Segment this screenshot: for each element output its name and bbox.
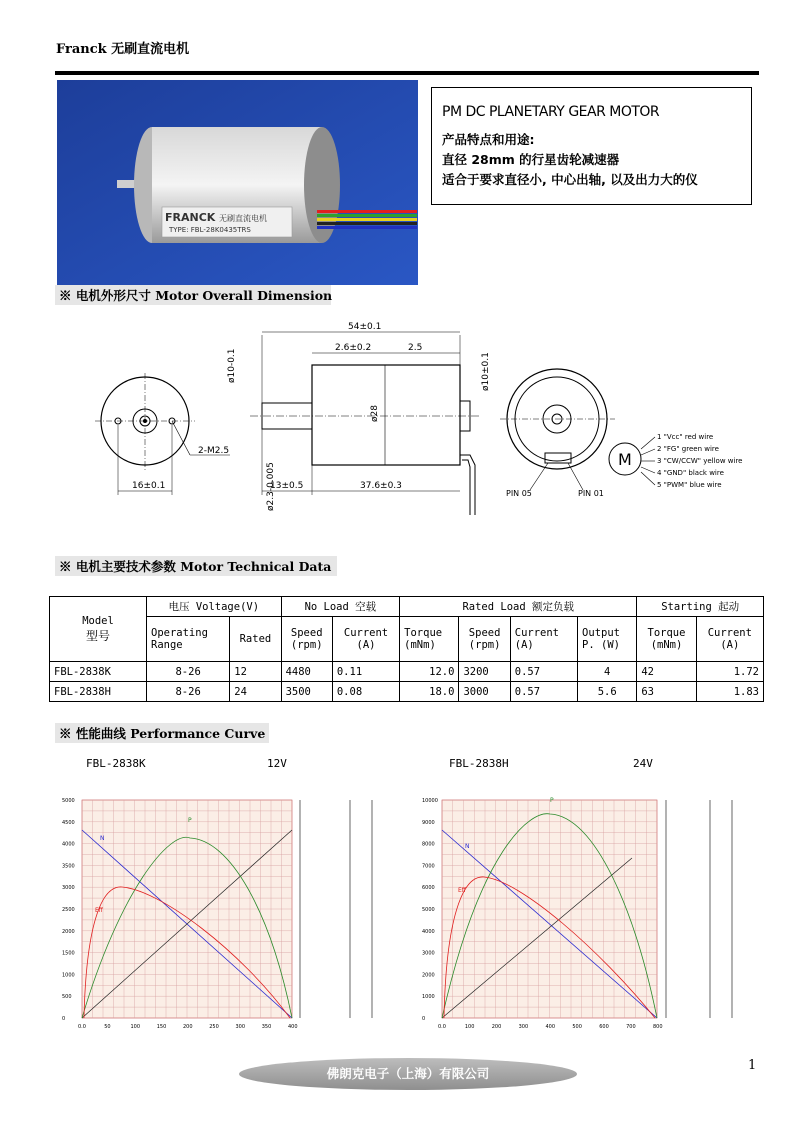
x-tick-label: 150 xyxy=(156,1024,167,1030)
section-technical: ※ 电机主要技术参数 Motor Technical Data xyxy=(55,556,337,576)
dim-23: ø2.3-0.005 xyxy=(266,462,276,511)
cell-ratedv: 12 xyxy=(230,662,281,682)
curve-2-model: FBL-2838H xyxy=(449,757,509,770)
cell-st-torque: 42 xyxy=(637,662,696,682)
dim-25: 2.5 xyxy=(408,343,423,353)
th-noload: No Load 空载 xyxy=(281,597,400,617)
y-tick-label: 0 xyxy=(62,1016,66,1022)
cell-rl-output: 4 xyxy=(578,662,637,682)
th-starting: Starting 起动 xyxy=(637,597,764,617)
cell-nl-current: 0.08 xyxy=(332,682,399,702)
cell-rl-current: 0.57 xyxy=(510,662,577,682)
table-row xyxy=(50,682,764,702)
curve-2-voltage: 24V xyxy=(633,757,653,770)
x-tick-label: 800 xyxy=(653,1024,663,1030)
th-st-torque: Torque (mNm) xyxy=(637,617,696,662)
photo-label-type: TYPE: FBL-28K0435TRS xyxy=(169,226,251,234)
cell-ratedv: 24 xyxy=(230,682,281,702)
th-voltage: 电压 Voltage(V) xyxy=(147,597,282,617)
dim-m25: 2-M2.5 xyxy=(198,446,230,456)
dim-13: 13±0.5 xyxy=(270,481,304,491)
th-rl-current: Current (A) xyxy=(510,617,577,662)
curve-1-n-label: N xyxy=(100,835,105,842)
table-row xyxy=(50,662,764,682)
cell-st-current: 1.72 xyxy=(696,662,763,682)
y-tick-label: 4000 xyxy=(62,841,75,848)
y-tick-label: 1500 xyxy=(62,950,75,957)
curve-2-eff-label: Eff xyxy=(458,887,466,894)
th-rl-torque: Torque (mNm) xyxy=(400,617,459,662)
wire-2: 2 "FG" green wire xyxy=(657,445,719,453)
th-rl-speed: Speed (rpm) xyxy=(459,617,510,662)
cell-oprange: 8-26 xyxy=(147,662,230,682)
x-tick-label: 350 xyxy=(261,1024,272,1030)
cell-oprange: 8-26 xyxy=(147,682,230,702)
curve-1-eff-label: Eff xyxy=(95,907,103,914)
cell-rl-torque: 18.0 xyxy=(400,682,459,702)
th-rl-output: Output P. (W) xyxy=(578,617,637,662)
x-tick-label: 300 xyxy=(518,1024,529,1030)
x-tick-label: 0.0 xyxy=(438,1024,446,1030)
dim-376: 37.6±0.3 xyxy=(360,481,402,491)
x-tick-label: 200 xyxy=(491,1024,502,1030)
cell-nl-current: 0.11 xyxy=(332,662,399,682)
x-tick-label: 100 xyxy=(130,1024,141,1030)
technical-data-table xyxy=(49,596,764,702)
performance-chart-1 xyxy=(60,790,390,1035)
pin-05: PIN 05 xyxy=(506,489,532,498)
product-feature-1: 直径 28mm 的行星齿轮减速器 xyxy=(442,152,620,167)
pin-01: PIN 01 xyxy=(578,489,604,498)
cell-model: FBL-2838K xyxy=(50,662,147,682)
cell-rl-output: 5.6 xyxy=(578,682,637,702)
header-rule xyxy=(55,71,759,75)
wire-1: 1 "Vcc" red wire xyxy=(657,433,714,441)
x-tick-label: 500 xyxy=(572,1024,582,1030)
dim-10a: ø10-0.1 xyxy=(227,348,237,383)
page-number: 1 xyxy=(748,1058,757,1073)
product-feature-2: 适合于要求直径小, 中心出轴, 以及出力大的仪 xyxy=(442,172,698,187)
dim-10b: ø10±0.1 xyxy=(481,352,491,391)
product-info-box xyxy=(431,87,752,205)
brand-header: Franck 无刷直流电机 xyxy=(56,42,190,57)
x-tick-label: 0.0 xyxy=(78,1024,86,1030)
motor-symbol: M xyxy=(618,450,632,469)
dim-26: 2.6±0.2 xyxy=(335,343,372,353)
y-tick-label: 4000 xyxy=(422,928,435,935)
wire-3: 3 "CW/CCW" yellow wire xyxy=(657,457,743,465)
cell-st-torque: 63 xyxy=(637,682,696,702)
x-tick-label: 100 xyxy=(464,1024,475,1030)
th-st-current: Current (A) xyxy=(696,617,763,662)
x-tick-label: 50 xyxy=(104,1024,111,1030)
performance-chart-2 xyxy=(420,790,750,1035)
dim-54: 54±0.1 xyxy=(348,322,382,332)
y-tick-label: 10000 xyxy=(422,798,438,804)
y-tick-label: 2500 xyxy=(62,907,75,913)
photo-label-cn: 无刷直流电机 xyxy=(219,214,267,223)
x-tick-label: 600 xyxy=(599,1024,609,1030)
x-tick-label: 400 xyxy=(545,1024,556,1030)
product-feature-heading: 产品特点和用途: xyxy=(442,132,535,147)
wire-4: 4 "GND" black wire xyxy=(657,469,724,477)
y-tick-label: 4500 xyxy=(62,819,75,826)
y-tick-label: 3000 xyxy=(422,950,435,957)
photo-label-brand: FRANCK xyxy=(165,211,216,224)
y-tick-label: 7000 xyxy=(422,863,435,870)
th-oprange: Operating Range xyxy=(147,617,230,662)
y-tick-label: 5000 xyxy=(422,907,435,913)
y-tick-label: 2000 xyxy=(422,972,435,979)
y-tick-label: 5000 xyxy=(62,798,75,804)
x-tick-label: 700 xyxy=(626,1024,636,1030)
th-model: Model 型号 xyxy=(50,597,147,662)
footer-company: 佛朗克电子（上海）有限公司 xyxy=(239,1058,577,1090)
wire-5: 5 "PWM" blue wire xyxy=(657,481,722,489)
x-tick-label: 400 xyxy=(288,1024,298,1030)
th-nl-current: Current (A) xyxy=(332,617,399,662)
curve-2-p-label: P xyxy=(550,797,554,804)
y-tick-label: 1000 xyxy=(422,994,435,1001)
cell-rl-speed: 3000 xyxy=(459,682,510,702)
y-tick-label: 8000 xyxy=(422,841,435,848)
x-tick-label: 200 xyxy=(183,1024,193,1030)
th-rated: Rated Load 额定负载 xyxy=(400,597,637,617)
cell-nl-speed: 3500 xyxy=(281,682,332,702)
y-tick-label: 6000 xyxy=(422,885,435,892)
curve-2-n-label: N xyxy=(465,843,470,850)
x-tick-label: 300 xyxy=(235,1024,246,1030)
section-performance: ※ 性能曲线 Performance Curve xyxy=(55,723,269,743)
curve-1-p-label: P xyxy=(188,817,192,824)
y-tick-label: 500 xyxy=(62,994,72,1001)
section-dimension: ※ 电机外形尺寸 Motor Overall Dimension xyxy=(55,285,331,305)
product-title: PM DC PLANETARY GEAR MOTOR xyxy=(442,104,660,120)
dim-28: ø28 xyxy=(370,405,380,422)
th-ratedv: Rated xyxy=(230,617,281,662)
curve-1-model: FBL-2838K xyxy=(86,757,146,770)
y-tick-label: 2000 xyxy=(62,928,75,935)
y-tick-label: 1000 xyxy=(62,972,75,979)
cell-model: FBL-2838H xyxy=(50,682,147,702)
cell-rl-torque: 12.0 xyxy=(400,662,459,682)
y-tick-label: 0 xyxy=(422,1016,426,1022)
x-tick-label: 250 xyxy=(209,1024,219,1030)
cell-st-current: 1.83 xyxy=(696,682,763,702)
y-tick-label: 9000 xyxy=(422,819,435,826)
th-nl-speed: Speed (rpm) xyxy=(281,617,332,662)
curve-1-voltage: 12V xyxy=(267,757,287,770)
dimension-drawing xyxy=(90,315,750,520)
cell-rl-current: 0.57 xyxy=(510,682,577,702)
dim-16: 16±0.1 xyxy=(132,481,166,491)
y-tick-label: 3000 xyxy=(62,885,75,892)
y-tick-label: 3500 xyxy=(62,863,75,870)
cell-rl-speed: 3200 xyxy=(459,662,510,682)
cell-nl-speed: 4480 xyxy=(281,662,332,682)
product-photo xyxy=(57,80,418,285)
